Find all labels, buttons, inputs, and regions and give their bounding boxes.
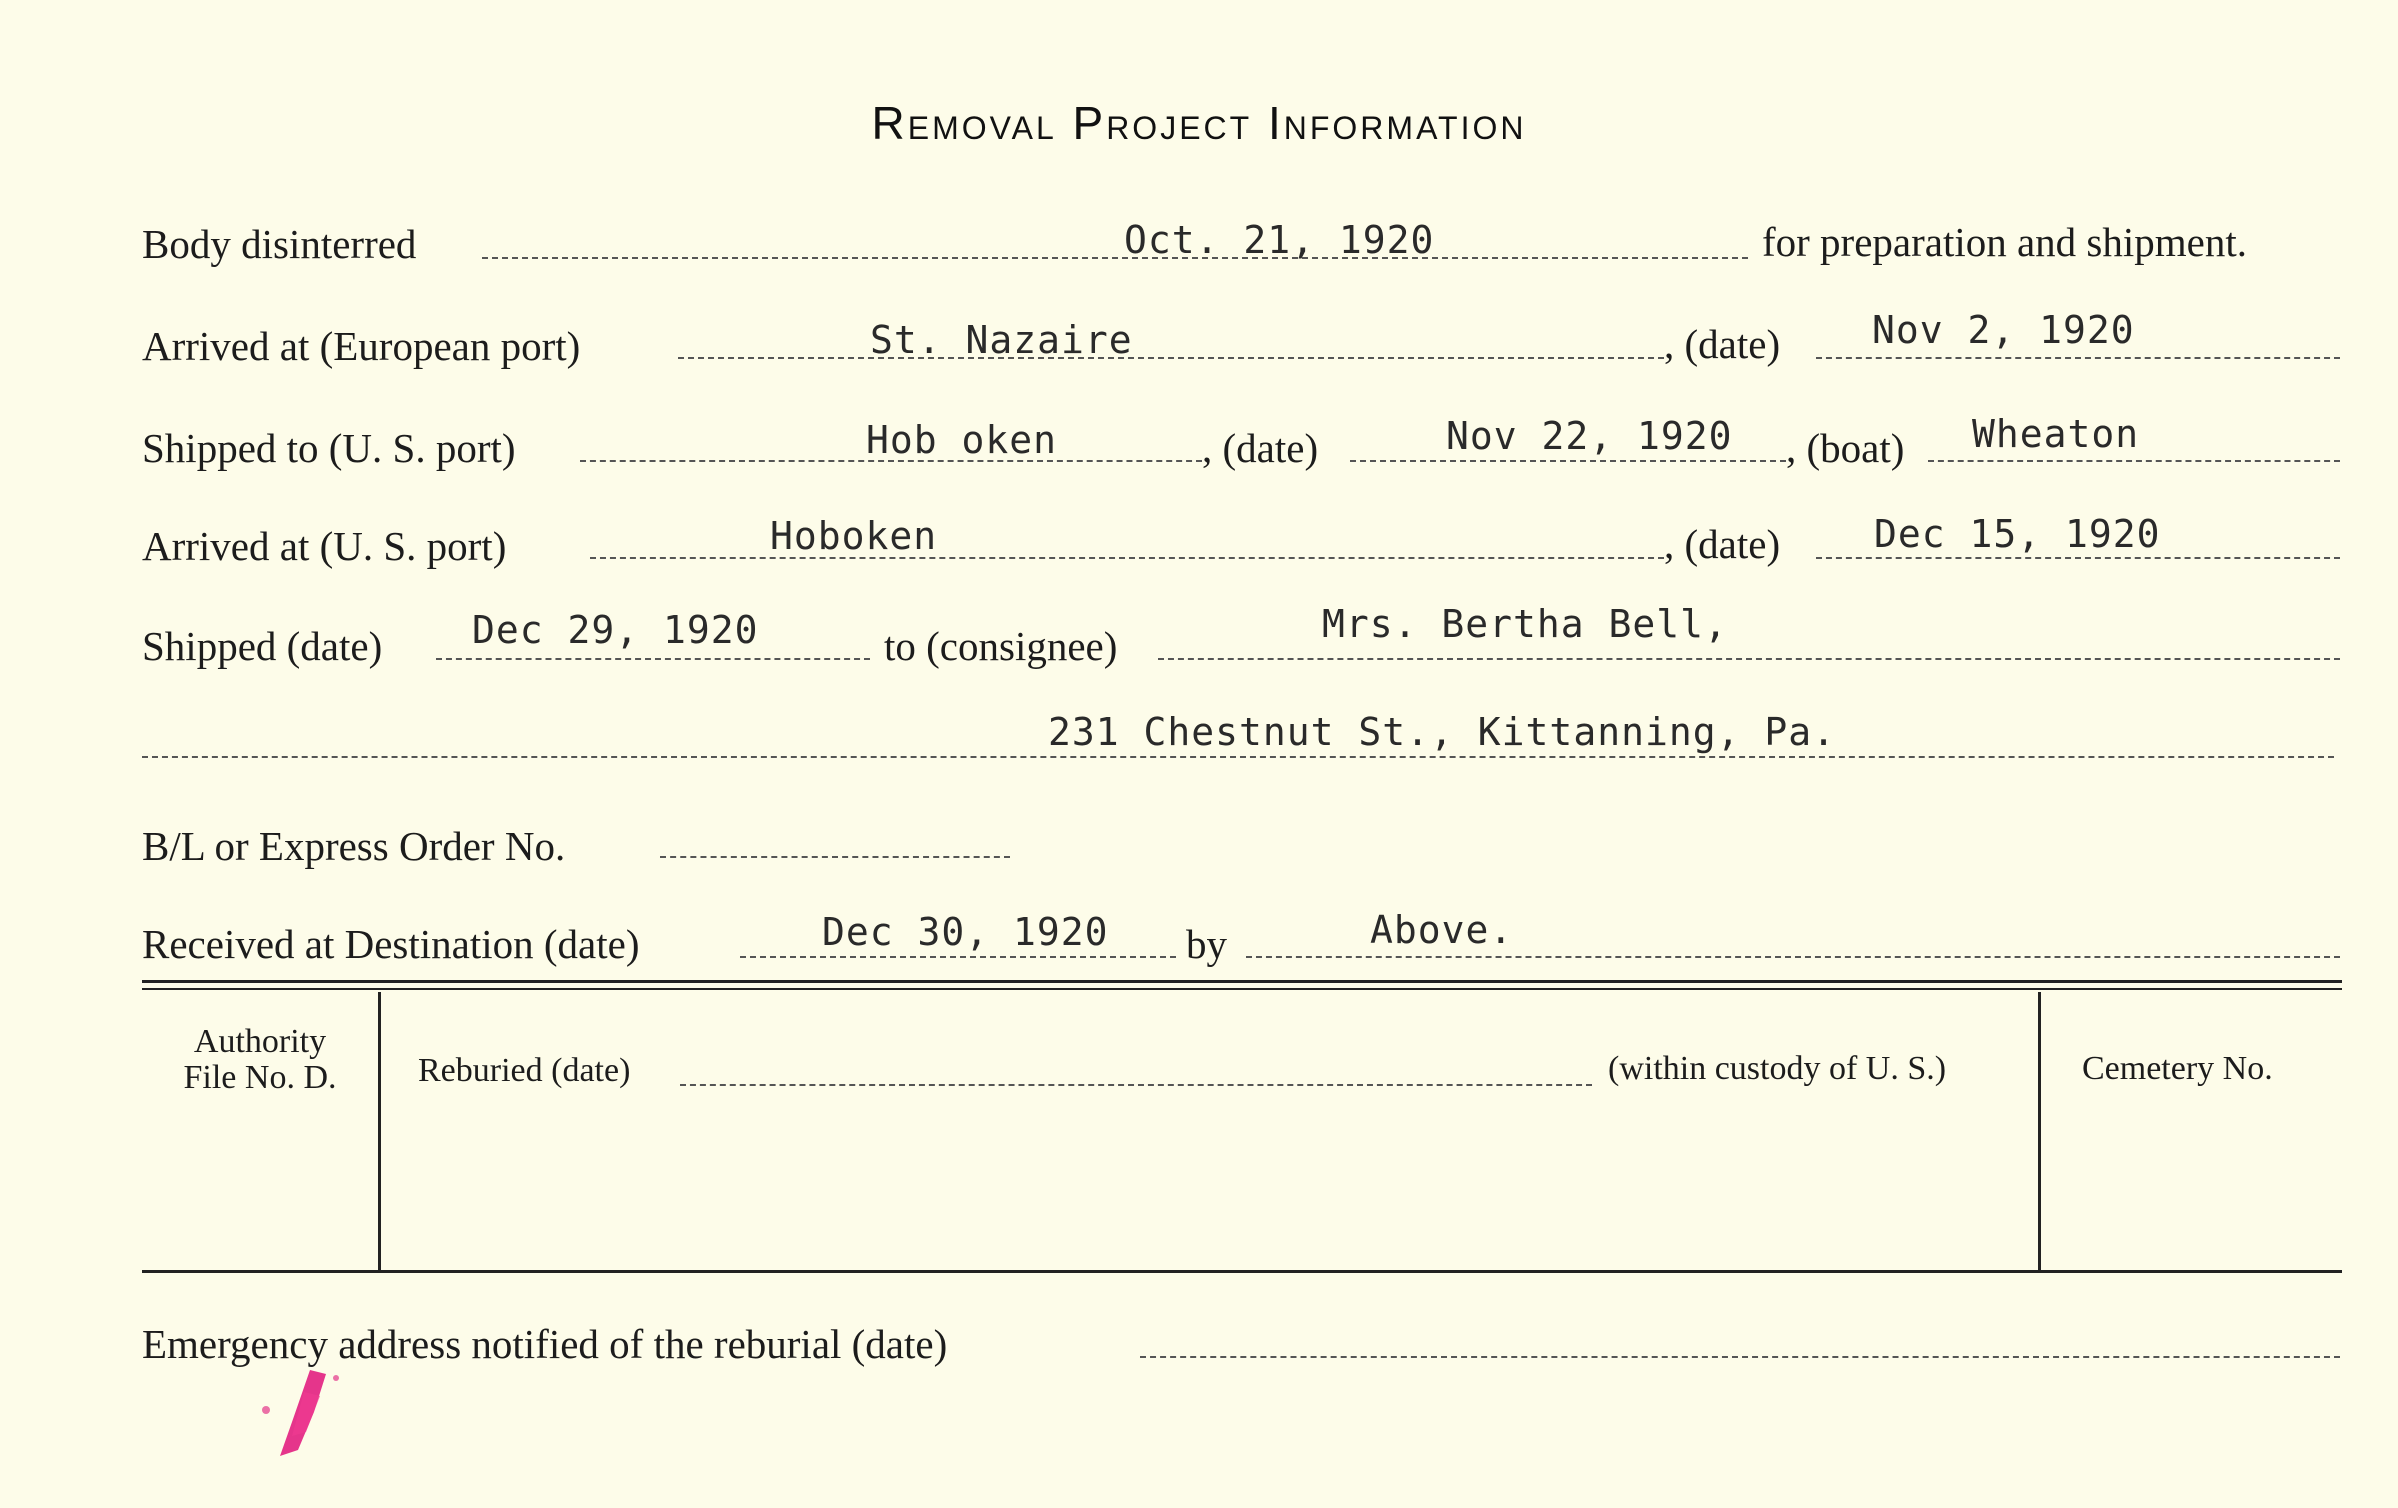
body-disinterred-line [482,257,1748,259]
us-port-arrived-label: Arrived at (U. S. port) [142,523,507,569]
us-port-arrived-date-label: , (date) [1664,521,1781,567]
shipped-date-line [436,658,870,660]
box-top-rule-inner [142,988,2342,990]
preparation-shipment-label: for preparation and shipment. [1762,219,2248,265]
consignee-label: to (consignee) [884,623,1118,669]
us-port-shipped-value: Hob oken [866,418,1058,462]
consignee-address-value: 231 Chestnut St., Kittanning, Pa. [1048,710,1836,754]
reburied-line [680,1084,1592,1086]
box-divider-left [378,992,381,1270]
form-title: Removal Project Information [871,97,1527,149]
consignee-address-line [142,756,2334,758]
received-destination-line [740,956,1176,958]
received-by-line [1246,956,2340,958]
european-port-label: Arrived at (European port) [142,323,581,369]
bl-order-label: B/L or Express Order No. [142,823,566,869]
european-port-date-label: , (date) [1664,321,1781,367]
boat-line [1928,460,2340,462]
us-port-arrived-value: Hoboken [770,514,938,558]
us-port-shipped-date-value: Nov 22, 1920 [1446,414,1733,458]
us-port-shipped-date-line [1350,460,1786,462]
us-port-arrived-date-line [1816,557,2340,559]
box-divider-right [2038,992,2041,1270]
consignee-value: Mrs. Bertha Bell, [1322,602,1728,646]
custody-label: (within custody of U. S.) [1608,1050,1947,1087]
authority-label-line2: File No. D. [183,1059,337,1096]
european-port-date-value: Nov 2, 1920 [1872,308,2135,352]
box-top-rule [142,980,2342,983]
emergency-address-label: Emergency address notified of the reburial (date) [142,1321,948,1367]
us-port-shipped-label: Shipped to (U. S. port) [142,425,516,471]
us-port-arrived-date-value: Dec 15, 1920 [1874,512,2161,556]
european-port-line [678,357,1664,359]
box-bottom-rule [142,1270,2342,1273]
received-by-label: by [1186,921,1227,967]
body-disinterred-label: Body disinterred [142,221,417,267]
body-disinterred-value: Oct. 21, 1920 [1124,218,1435,262]
european-port-date-line [1816,357,2340,359]
ink-stamp-mark [240,1352,360,1472]
authority-label [150,1024,370,1096]
boat-label: , (boat) [1786,425,1905,471]
emergency-address-line [1140,1356,2340,1358]
consignee-line [1158,658,2340,660]
reburied-label: Reburied (date) [418,1052,631,1089]
bl-order-line [660,856,1010,858]
boat-value: Wheaton [1972,412,2140,456]
received-destination-label: Received at Destination (date) [142,921,640,967]
us-port-arrived-line [590,557,1664,559]
authority-label-line1: Authority [193,1023,327,1060]
shipped-date-value: Dec 29, 1920 [472,608,759,652]
received-by-value: Above. [1370,908,1514,952]
shipped-date-label: Shipped (date) [142,623,383,669]
us-port-shipped-date-label: , (date) [1202,425,1319,471]
european-port-value: St. Nazaire [870,318,1133,362]
cemetery-label: Cemetery No. [2082,1050,2273,1087]
received-destination-value: Dec 30, 1920 [822,910,1109,954]
